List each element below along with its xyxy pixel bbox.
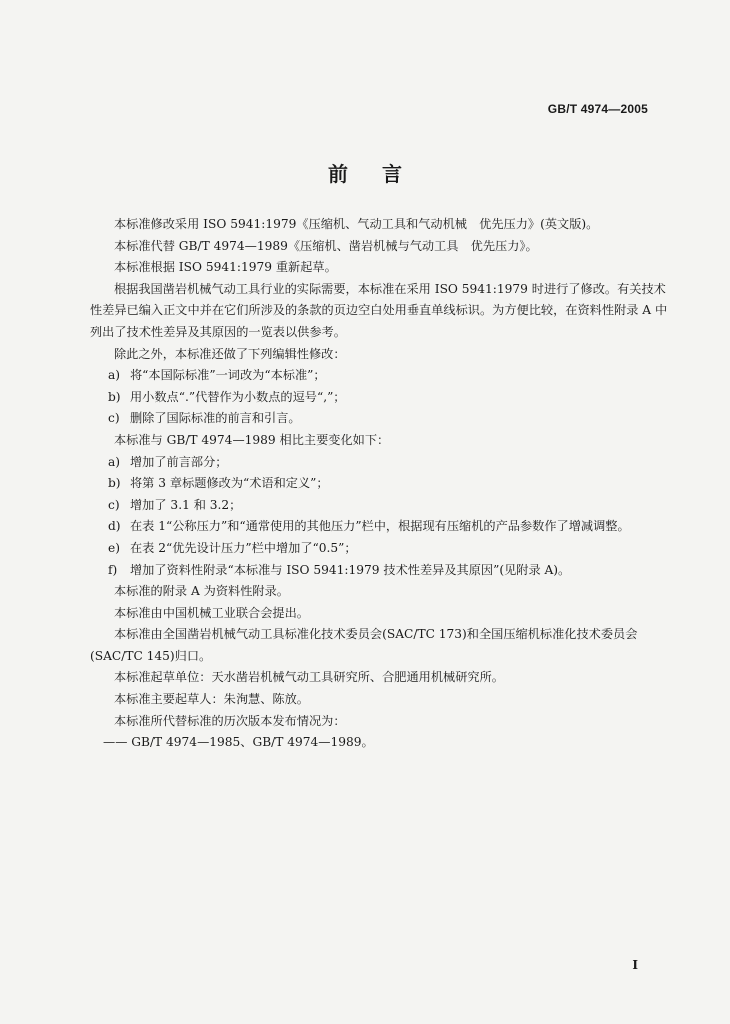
paragraph: 本标准所代替标准的历次版本发布情况为： xyxy=(114,713,346,728)
list-item-label: c) xyxy=(108,497,120,512)
list-item-text: 增加了 3.1 和 3.2； xyxy=(130,497,242,512)
history-line: —— GB/T 4974—1985、GB/T 4974—1989。 xyxy=(103,735,374,750)
list-item-text: 增加了资料性附录“本标准与 ISO 5941:1979 技术性差异及其原因”(见附录 A)。 xyxy=(130,562,571,577)
paragraph: 本标准根据 ISO 5941:1979 重新起草。 xyxy=(114,260,337,275)
list-item xyxy=(90,408,670,430)
list-item xyxy=(90,473,670,495)
document-code: GB/T 4974—2005 xyxy=(547,102,648,116)
list-item-label: b) xyxy=(108,476,121,491)
list-item-label: a) xyxy=(108,454,121,469)
list-item-text: 删除了国际标准的前言和引言。 xyxy=(130,411,301,426)
paragraph: 本标准由中国机械工业联合会提出。 xyxy=(114,605,309,620)
paragraph: 除此之外，本标准还做了下列编辑性修改： xyxy=(114,346,346,361)
page-number: I xyxy=(632,958,638,972)
paragraph: 根据我国凿岩机械气动工具行业的实际需要，本标准在采用 ISO 5941:1979 时进行了修改。有关技术性差异已编入正文中并在它们所涉及的条款的页边空白处用垂直单线标识。为方便比较，在资料性附录 A 中列出了技术性差异及其原因的一览表以供参考。 xyxy=(90,281,668,339)
list-item-label: e) xyxy=(108,540,120,555)
list-item-text: 将“本国际标准”一词改为“本标准”； xyxy=(130,368,326,383)
list-item-label: b) xyxy=(108,389,121,404)
list-item xyxy=(90,495,670,517)
list-item-text: 将第 3 章标题修改为“术语和定义”； xyxy=(130,476,329,491)
paragraph: 本标准代替 GB/T 4974—1989《压缩机、凿岩机械与气动工具 优先压力》。 xyxy=(114,238,538,253)
list-item-label: c) xyxy=(108,411,120,426)
document-body xyxy=(90,214,670,754)
paragraph: 本标准起草单位：天水凿岩机械气动工具研究所、合肥通用机械研究所。 xyxy=(114,670,504,685)
list-item xyxy=(90,516,670,538)
list-item-text: 在表 2“优先设计压力”栏中增加了“0.5”； xyxy=(130,540,357,555)
paragraph: 本标准主要起草人：朱洵慧、陈放。 xyxy=(114,692,309,707)
list-item xyxy=(90,452,670,474)
paragraph: 本标准修改采用 ISO 5941:1979《压缩机、气动工具和气动机械 优先压力》(英文版)。 xyxy=(114,217,599,231)
list-item-text: 增加了前言部分； xyxy=(130,454,228,469)
list-item-label: a) xyxy=(108,368,121,383)
list-item-text: 在表 1“公称压力”和“通常使用的其他压力”栏中，根据现有压缩机的产品参数作了增减调整。 xyxy=(130,519,630,534)
page-title: 前言 xyxy=(328,162,436,186)
list-item xyxy=(90,365,670,387)
paragraph: 本标准的附录 A 为资料性附录。 xyxy=(114,584,289,599)
list-item xyxy=(90,387,670,409)
list-item-label: d) xyxy=(108,519,121,534)
paragraph: 本标准与 GB/T 4974—1989 相比主要变化如下： xyxy=(114,432,390,447)
list-item-text: 用小数点“.”代替作为小数点的逗号“,”； xyxy=(130,389,346,404)
list-item xyxy=(90,560,670,582)
paragraph: 本标准由全国凿岩机械气动工具标准化技术委员会(SAC/TC 173)和全国压缩机标准化技术委员会(SAC/TC 145)归口。 xyxy=(90,627,638,663)
list-item xyxy=(90,538,670,560)
list-item-label: f) xyxy=(108,562,118,577)
